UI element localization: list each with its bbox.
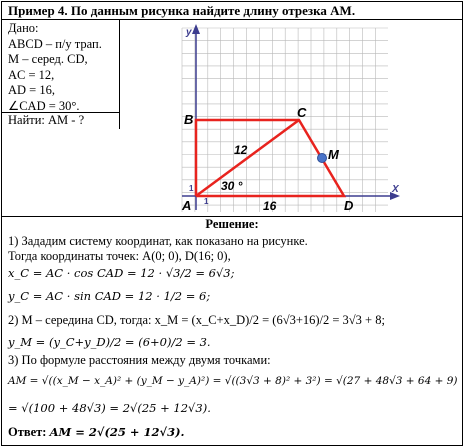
solution-step: 2) М – середина CD, тогда: x_M = (x_C+x_D)/2 = (6√3+16)/2 = 3√3 + 8; [8,313,385,327]
point-m [318,154,327,163]
solution-formula: y_M = (y_C+y_D)/2 = (6+0)/2 = 3. [8,335,211,349]
answer-label: Ответ: [8,425,47,439]
worksheet [1,1,463,446]
answer-value: AM = 2√(25 + 12√3). [49,425,185,439]
solution-step: 3) По формуле расстояния между двумя точками: [8,353,271,367]
given-item: AD = 16, [8,83,55,97]
solution-formula: y_C = AC · sin CAD = 12 · 1/2 = 6; [8,289,211,303]
ac-length-label: 12 [234,143,248,157]
diagonal-ac [196,120,299,196]
given-item: М – серед. CD, [8,52,88,66]
answer-line [8,425,185,440]
angle-label: 30 ° [221,179,243,193]
solution-heading: Решение: [205,217,259,231]
problem-title: Пример 4. По данным рисунка найдите длину отрезка АМ. [2,2,462,20]
given-item: ABCD – п/у трап. [8,36,102,51]
given-block [2,20,120,113]
x-axis-label: X [392,184,399,195]
y-tick-label: 1 [189,184,194,193]
y-axis-label: y [186,27,192,38]
vertex-a-label: A [182,198,192,213]
given-label: Дано: [8,21,39,35]
vertex-d-label: D [344,198,354,213]
solution-formula: x_C = AC · cos CAD = 12 · √3/2 = 6√3; [8,266,235,280]
figure-svg [120,20,462,216]
y-axis-arrow [192,24,200,34]
given-item: AC = 12, [8,67,55,82]
vertex-c-label: C [297,105,307,120]
find-block: Найти: АМ - ? [2,113,120,129]
solution-formula: AM = √((x_M − x_A)² + (y_M − y_A)²) = √((3√3 + 8)² + 3²) = √(27 + 48√3 + 64 + 9) [8,375,458,387]
trapezoid-figure [120,20,462,216]
ad-length-label: 16 [263,199,277,213]
solution-step: 1) Зададим систему координат, как показано на рисунке. [8,234,308,248]
solution-step: Тогда координаты точек: A(0; 0), D(16; 0), [8,249,231,263]
point-m-label: M [328,147,339,162]
given-item: ∠CAD = 30°. [8,98,80,113]
solution-formula: = √(100 + 48√3) = 2√(25 + 12√3). [8,401,211,415]
vertex-b-label: B [184,112,194,127]
solution-block [2,216,462,446]
x-tick-label: 1 [204,197,209,206]
